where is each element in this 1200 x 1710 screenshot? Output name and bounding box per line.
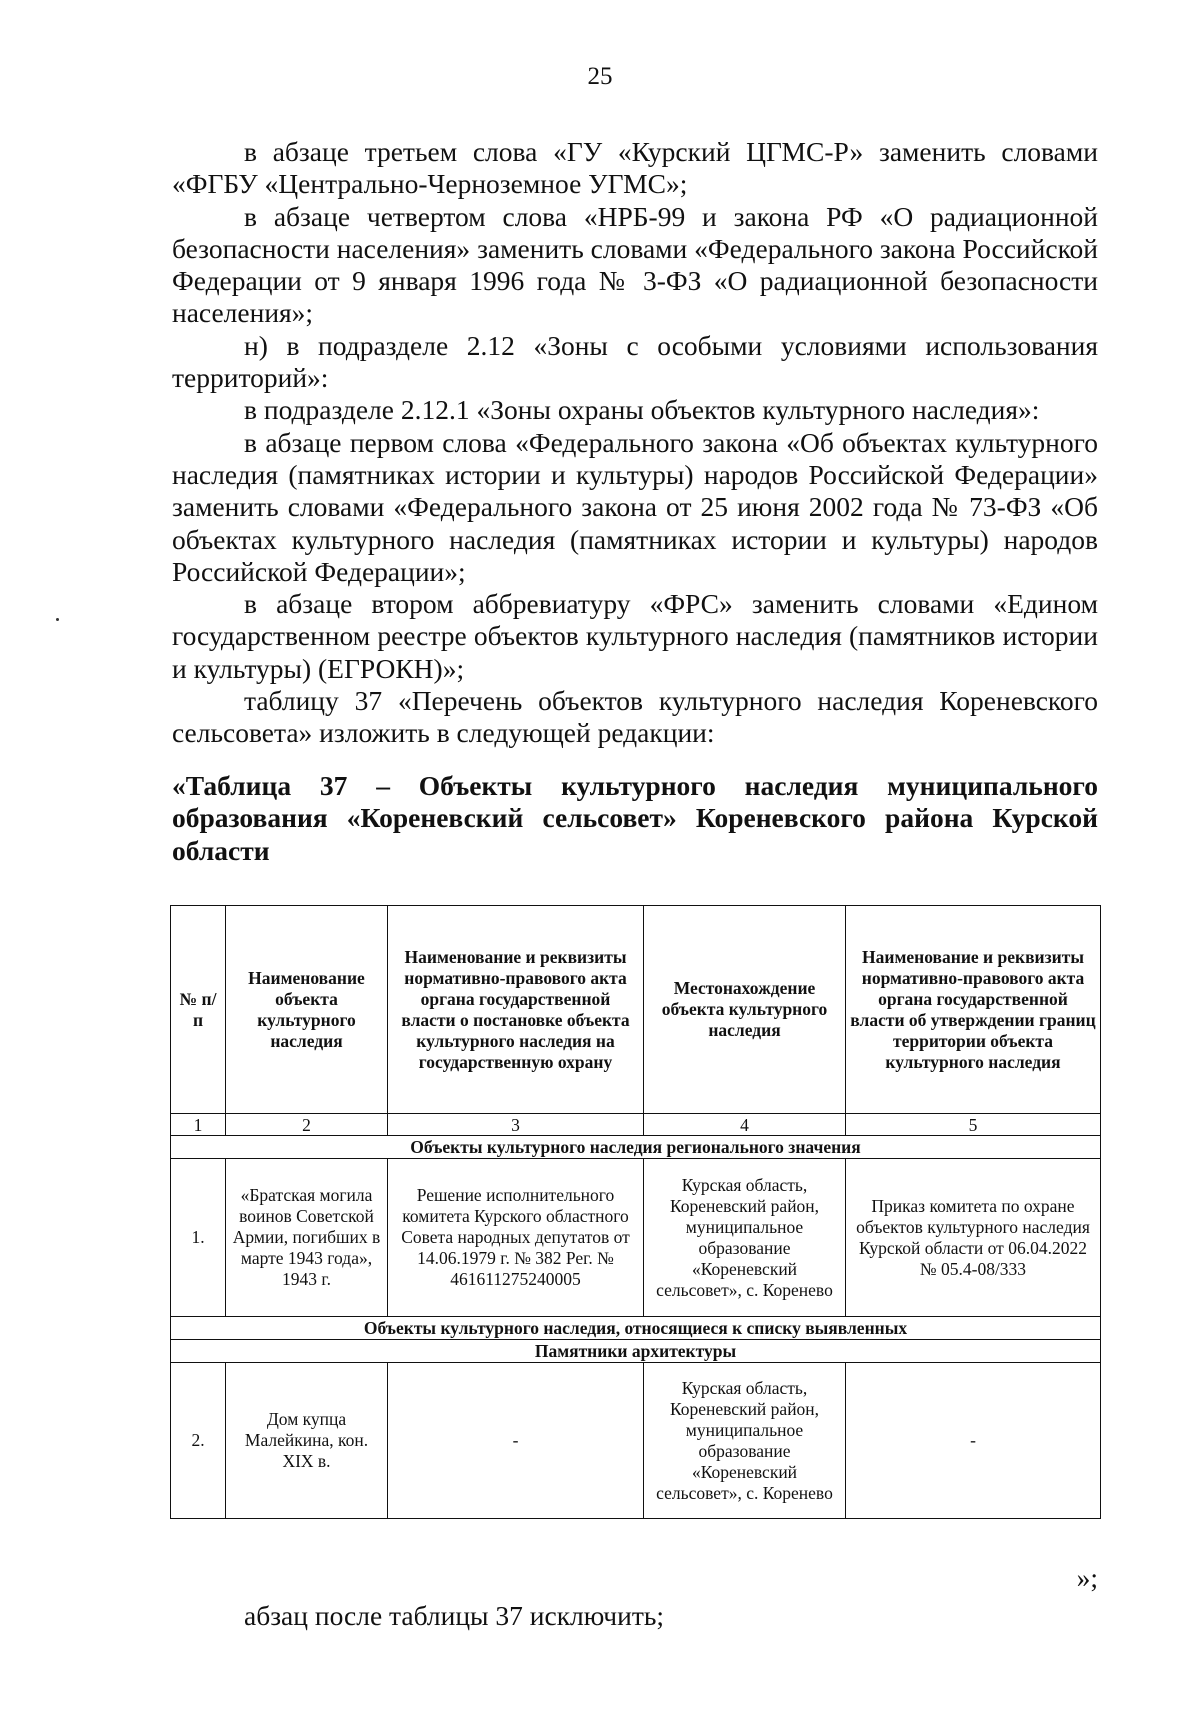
paragraph-1: в абзаце третьем слова «ГУ «Курский ЦГМС-Р» заменить словами «ФГБУ «Центрально-Черноземное УГМС»; [172,136,1098,200]
paragraph-4: в подразделе 2.12.1 «Зоны охраны объектов культурного наследия»: [244,394,1040,426]
paragraph-7: таблицу 37 «Перечень объектов культурного наследия Кореневского сельсовета» изложить в следующей редакции: [172,685,1098,749]
section-regional-title: Объекты культурного наследия регионального значения [171,1136,1101,1159]
column-number: 3 [388,1114,644,1136]
column-number: 2 [226,1114,388,1136]
paragraph-5: в абзаце первом слова «Федерального закона «Об объектах культурного наследия (памятниках истории и культуры) народов Российской Федерации» заменить словами «Федерального закона от 25 июня 2002 года № 73-ФЗ «Об объектах культурного наследия (памятниках истории и культуры) народов Российской Федерации»; [172,426,1098,587]
header-location: Местонахождение объекта культурного наследия [644,906,846,1114]
heritage-table-wrapper [170,905,1100,1519]
section-identified-title: Объекты культурного наследия, относящиеся к списку выявленных [171,1317,1101,1340]
after-table-paragraph: абзац после таблицы 37 исключить; [244,1600,665,1631]
paragraph-3: н) в подразделе 2.12 «Зоны с особыми условиями использования территорий»: [172,329,1098,394]
heritage-table [170,905,1101,1519]
column-number: 1 [171,1114,226,1136]
body-text [172,136,1098,750]
row-protection-act: - [388,1363,644,1519]
table-row [171,1159,1101,1317]
row-object-name: «Братская могила воинов Советской Армии, погибших в марте 1943 года», 1943 г. [226,1159,388,1317]
paragraph-2: в абзаце четвертом слова «НРБ-99 и закона РФ «О радиационной безопасности населения» заменить словами «Федерального закона Российской Федерации от 9 января 1996 года № 3-ФЗ «О радиационной безопасности населения»; [172,200,1098,329]
table-header-row [171,906,1101,1114]
column-number-row [171,1114,1101,1136]
row-location: Курская область, Кореневский район, муниципальное образование «Кореневский сельсовет», с. Коренево [644,1363,846,1519]
page-number: 25 [587,63,613,90]
header-protection-act: Наименование и реквизиты нормативно-правового акта органа государственной власти о постановке объекта культурного наследия на государственную охрану [388,906,644,1114]
column-number: 5 [846,1114,1101,1136]
margin-speck [56,618,59,621]
section-row-regional [171,1136,1101,1159]
closing-quote: »; [1076,1562,1098,1593]
section-row-architecture [171,1340,1101,1363]
header-number: № п/п [171,906,226,1114]
row-object-name: Дом купца Малейкина, кон. XIX в. [226,1363,388,1519]
header-boundary-act: Наименование и реквизиты нормативно-правового акта органа государственной власти об утверждении границ территории объекта культурного наследия [846,906,1101,1114]
row-boundary-act: - [846,1363,1101,1519]
row-boundary-act: Приказ комитета по охране объектов культурного наследия Курской области от 06.04.2022 № 05.4-08/333 [846,1159,1101,1317]
row-number: 1. [171,1159,226,1317]
paragraph-6: в абзаце втором аббревиатуру «ФРС» заменить словами «Едином государственном реестре объектов культурного наследия (памятников истории и культуры) (ЕГРОКН)»; [172,588,1098,684]
column-number: 4 [644,1114,846,1136]
table-caption: «Таблица 37 – Объекты культурного наследия муниципального образования «Кореневский сельсовет» Кореневского района Курской области [172,770,1098,866]
row-number: 2. [171,1363,226,1519]
section-row-identified [171,1317,1101,1340]
section-architecture-title: Памятники архитектуры [171,1340,1101,1363]
header-object-name: Наименование объекта культурного наследия [226,906,388,1114]
row-location: Курская область, Кореневский район, муниципальное образование «Кореневский сельсовет», с. Коренево [644,1159,846,1317]
row-protection-act: Решение исполнительного комитета Курского областного Совета народных депутатов от 14.06.1979 г. № 382 Рег. № 461611275240005 [388,1159,644,1317]
table-row [171,1363,1101,1519]
